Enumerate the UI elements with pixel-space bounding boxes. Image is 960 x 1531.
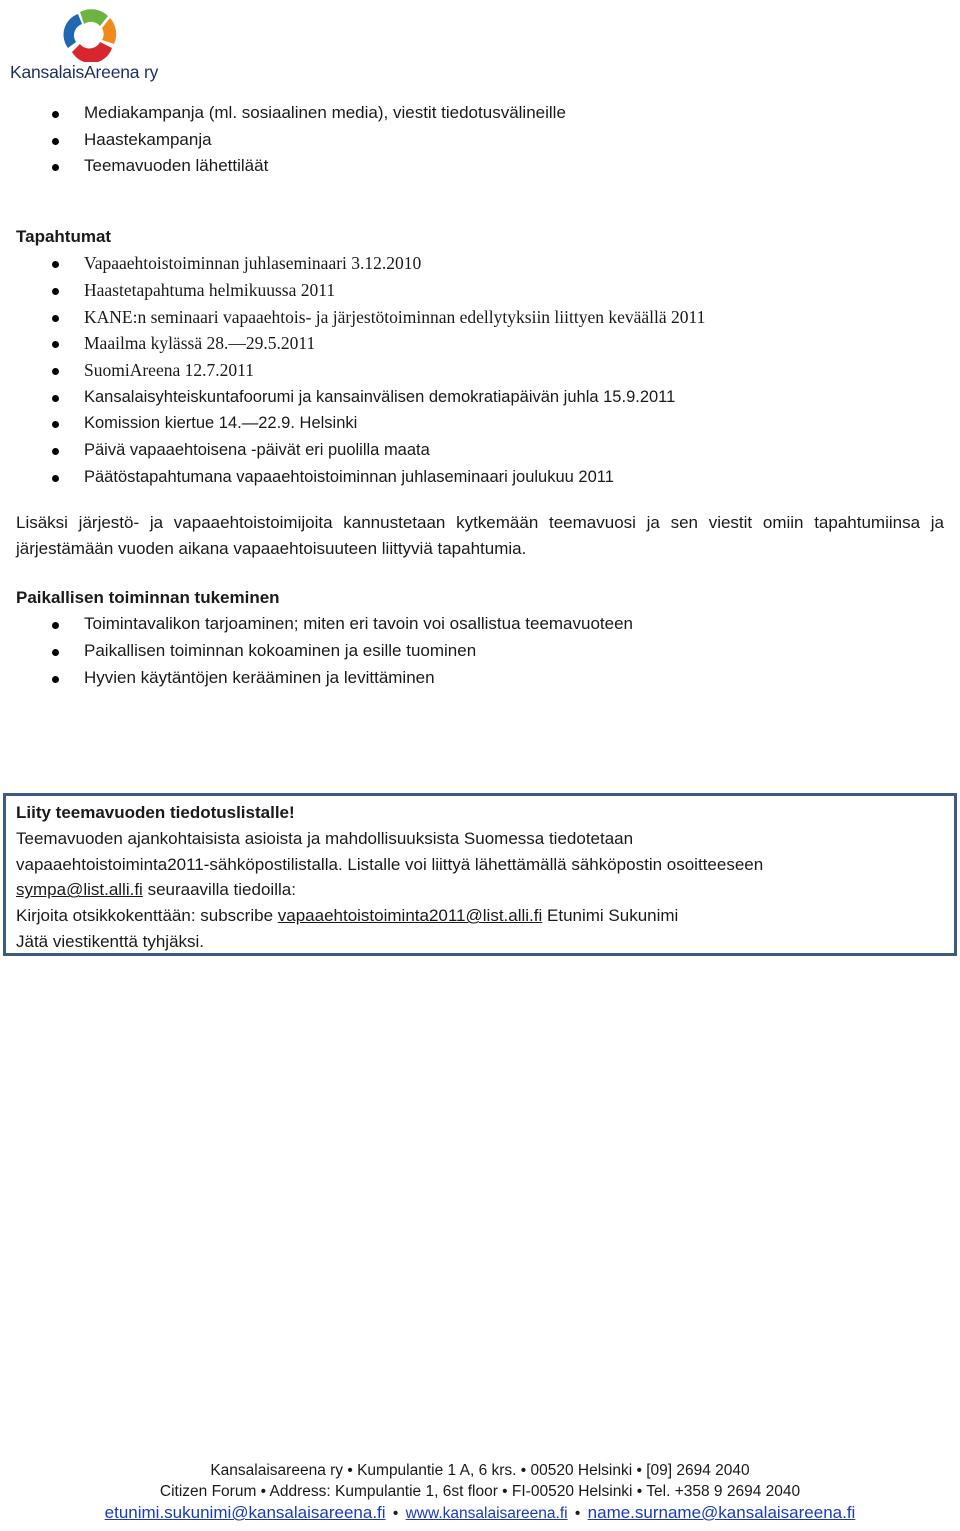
list-item: Päätöstapahtumana vapaaehtoistoiminnan juhlaseminaari joulukuu 2011 — [16, 464, 944, 491]
body-paragraph: Lisäksi järjestö- ja vapaaehtoistoimijoita kannustetaan kytkemään teemavuosi ja sen viestit omiin tapahtumiinsa ja järjestämään vuoden aikana vapaaehtoisuuteen liittyviä tapahtumia. — [16, 513, 944, 558]
footer-email-fi-link[interactable]: etunimi.sukunimi@kansalaisareena.fi — [104, 1503, 386, 1522]
list-item: Toimintavalikon tarjoaminen; miten eri tavoin voi osallistua teemavuoteen — [16, 611, 944, 638]
events-list — [16, 250, 944, 490]
footer-separator: • — [392, 1505, 399, 1522]
footer-separator: • — [574, 1505, 581, 1522]
mailing-list-line: Teemavuoden ajankohtaisista asioista ja mahdollisuuksista Suomessa tiedotetaan — [16, 828, 634, 848]
mailing-list-box — [3, 793, 957, 956]
mailing-list-text: Etunimi Sukunimi — [542, 906, 679, 926]
mailing-list-line — [16, 903, 944, 929]
logo-mark-icon — [52, 4, 128, 62]
sympa-email-link[interactable]: sympa@list.alli.fi — [16, 880, 143, 900]
logo-text: KansalaisAreena ry — [10, 62, 159, 82]
list-item: Haastetapahtuma helmikuussa 2011 — [16, 277, 944, 304]
list-item: Maailma kylässä 28.—29.5.2011 — [16, 330, 944, 357]
footer-website-link[interactable]: www.kansalaisareena.fi — [405, 1505, 568, 1522]
list-email-link[interactable]: vapaaehtoistoiminta2011@list.alli.fi — [277, 906, 543, 926]
list-item: Paikallisen toiminnan kokoaminen ja esille tuominen — [16, 638, 944, 665]
list-item: Teemavuoden lähettiläät — [16, 153, 944, 180]
list-item: Mediakampanja (ml. sosiaalinen media), viestit tiedotusvälineille — [16, 100, 944, 127]
local-heading: Paikallisen toiminnan tukeminen — [16, 588, 280, 608]
list-item: KANE:n seminaari vapaaehtois- ja järjestötoiminnan edellytyksiin liittyen keväällä 2011 — [16, 304, 944, 331]
footer-address-en: Citizen Forum • Address: Kumpulantie 1, 6st floor • FI-00520 Helsinki • Tel. +358 9 2694 2040 — [159, 1483, 801, 1500]
mailing-list-text: seuraavilla tiedoilla: — [142, 880, 296, 900]
local-list — [16, 611, 944, 691]
mailing-list-line: Jätä viestikenttä tyhjäksi. — [16, 931, 205, 951]
footer-address-fi: Kansalaisareena ry • Kumpulantie 1 A, 6 krs. • 00520 Helsinki • [09] 2694 2040 — [210, 1462, 750, 1479]
list-item: Päivä vapaaehtoisena -päivät eri puolilla maata — [16, 437, 944, 464]
mailing-list-line — [16, 877, 944, 903]
footer-email-en-link[interactable]: name.surname@kansalaisareena.fi — [587, 1503, 856, 1522]
mailing-list-text: Kirjoita otsikkokenttään: subscribe — [16, 906, 278, 926]
list-item: SuomiAreena 12.7.2011 — [16, 357, 944, 384]
list-item: Komission kiertue 14.—22.9. Helsinki — [16, 410, 944, 437]
list-item: Hyvien käytäntöjen kerääminen ja levittäminen — [16, 665, 944, 692]
document-body — [16, 100, 944, 692]
footer-links — [0, 1502, 960, 1524]
page-footer — [0, 1460, 960, 1524]
list-item: Kansalaisyhteiskuntafoorumi ja kansainvälisen demokratiapäivän juhla 15.9.2011 — [16, 384, 944, 411]
list-item: Haastekampanja — [16, 127, 944, 154]
kansalaisareena-logo — [10, 4, 170, 84]
events-heading: Tapahtumat — [16, 227, 112, 247]
media-list — [16, 100, 944, 180]
mailing-list-line: vapaaehtoistoiminta2011-sähköpostilistalla. Listalle voi liittyä lähettämällä sähköpostin osoitteeseen — [16, 854, 764, 874]
list-item: Vapaaehtoistoiminnan juhlaseminaari 3.12.2010 — [16, 250, 944, 277]
mailing-list-title: Liity teemavuoden tiedotuslistalle! — [16, 803, 295, 822]
